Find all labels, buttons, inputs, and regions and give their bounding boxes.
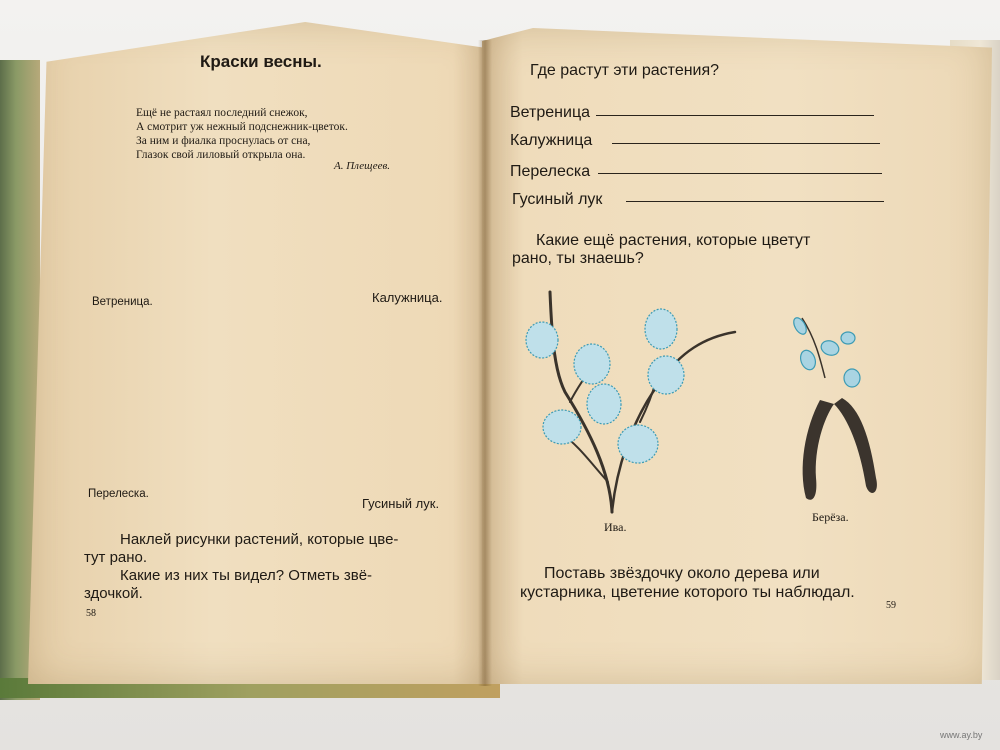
task-line: Какие из них ты видел? Отметь звё- [120,567,373,584]
label-vetrenitsa: Ветреница. [92,296,153,308]
poem-line: А смотрит уж нежный подснежник-цветок. [136,121,348,133]
answer-line [612,143,880,144]
willow-illustration [520,282,750,522]
question2-line: рано, ты знаешь? [512,250,644,267]
poem [136,106,416,162]
label-pereleska: Перелеска. [88,488,149,500]
question2-line: Какие ещё растения, которые цветут [536,232,811,249]
row-label-pereleska: Перелеска [510,163,591,180]
label-gusiny-luk: Гусиный лук. [362,496,440,511]
page-number-right: 59 [886,600,896,611]
right-page-question: Где растут эти растения? [530,62,720,79]
left-page-title: Краски весны. [200,52,322,71]
label-kaluzhnitsa: Калужница. [372,290,443,305]
book-gutter [478,40,492,686]
birch-illustration [790,308,890,508]
answer-line [626,201,884,202]
poem-line: За ним и фиалка проснулась от сна, [136,135,311,147]
answer-line [596,115,874,116]
bottom-task-line: кустарника, цветение которого ты наблюдал. [520,584,855,601]
task-line: Наклей рисунки растений, которые цве- [120,531,399,548]
row-label-kaluzhnitsa: Калужница [510,132,593,149]
answer-line [598,173,882,174]
caption-birch: Берёза. [812,510,849,524]
row-label-gusiny-luk: Гусиный лук [512,191,603,208]
page-number-left: 58 [86,608,96,619]
caption-willow: Ива. [604,520,627,534]
task-line: здочкой. [84,585,143,602]
bottom-task-line: Поставь звёздочку около дерева или [544,565,820,582]
watermark: www.ay.by [940,730,983,740]
poem-author: А. Плещеев. [334,160,390,172]
task-line: тут рано. [84,549,148,566]
row-label-vetrenitsa: Ветреница [510,104,590,121]
poem-line: Ещё не растаял последний снежок, [136,107,308,119]
poem-line: Глазок свой лиловый открыла она. [136,149,306,161]
